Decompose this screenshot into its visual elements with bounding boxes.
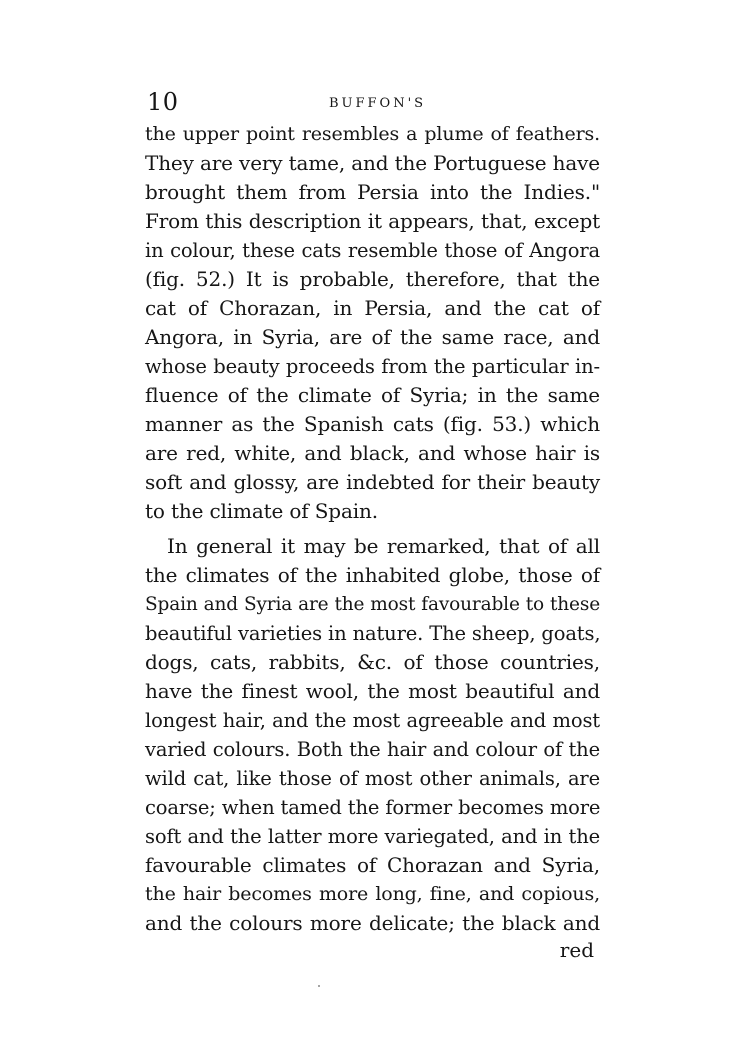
text-line: beautiful varieties in nature. The sheep, goats, [145, 622, 601, 645]
page-number: 10 [147, 88, 179, 116]
text-line: varied colours. Both the hair and colour of the [145, 738, 600, 761]
text-line: the climates of the inhabited globe, those of [145, 563, 600, 587]
text-line: favourable climates of Chorazan and Syria, [145, 853, 600, 877]
text-line: They are very tame, and the Portuguese have [145, 151, 600, 175]
text-line: Spain and Syria are the most favourable to these [145, 594, 600, 615]
text-line: brought them from Persia into the Indies." [145, 180, 600, 204]
text-line: From this description it appears, that, except [145, 209, 600, 233]
text-line: (fig. 52.) It is probable, therefore, that the [145, 267, 600, 291]
paragraph-2 [145, 532, 600, 938]
text-line: In general it may be remarked, that of all [167, 534, 600, 558]
text-line: cat of Chorazan, in Persia, and the cat of [145, 296, 600, 320]
text-line: manner as the Spanish cats (fig. 53.) which [145, 412, 600, 436]
catchword: red [559, 938, 594, 962]
text-line: the upper point resembles a plume of feathers. [145, 123, 600, 145]
text-line: coarse; when tamed the former becomes more [145, 796, 601, 819]
text-line: soft and glossy, are indebted for their beauty [145, 470, 600, 494]
text-line: to the climate of Spain. [145, 499, 378, 523]
text-line: soft and the latter more variegated, and in the [145, 825, 600, 848]
text-line: dogs, cats, rabbits, &c. of those countries, [145, 650, 600, 674]
text-line: and the colours more delicate; the black and [145, 911, 600, 935]
paragraph-1 [145, 120, 600, 526]
text-line: the hair becomes more long, fine, and copious, [145, 883, 600, 905]
text-line: are red, white, and black, and whose hair is [145, 441, 600, 465]
text-line: wild cat, like those of most other animals, are [145, 767, 600, 790]
text-line: in colour, these cats resemble those of Angora [145, 239, 600, 262]
text-line: fluence of the climate of Syria; in the same [145, 383, 600, 407]
paper-speck [318, 985, 320, 987]
text-line: have the finest wool, the most beautiful and [145, 679, 600, 703]
running-title: BUFFON'S [329, 96, 427, 111]
text-line: Angora, in Syria, are of the same race, and [145, 325, 600, 349]
text-line: whose beauty proceeds from the particular in- [145, 355, 600, 378]
body-text [145, 120, 600, 938]
running-head [147, 88, 600, 120]
text-line: longest hair, and the most agreeable and most [145, 709, 600, 732]
